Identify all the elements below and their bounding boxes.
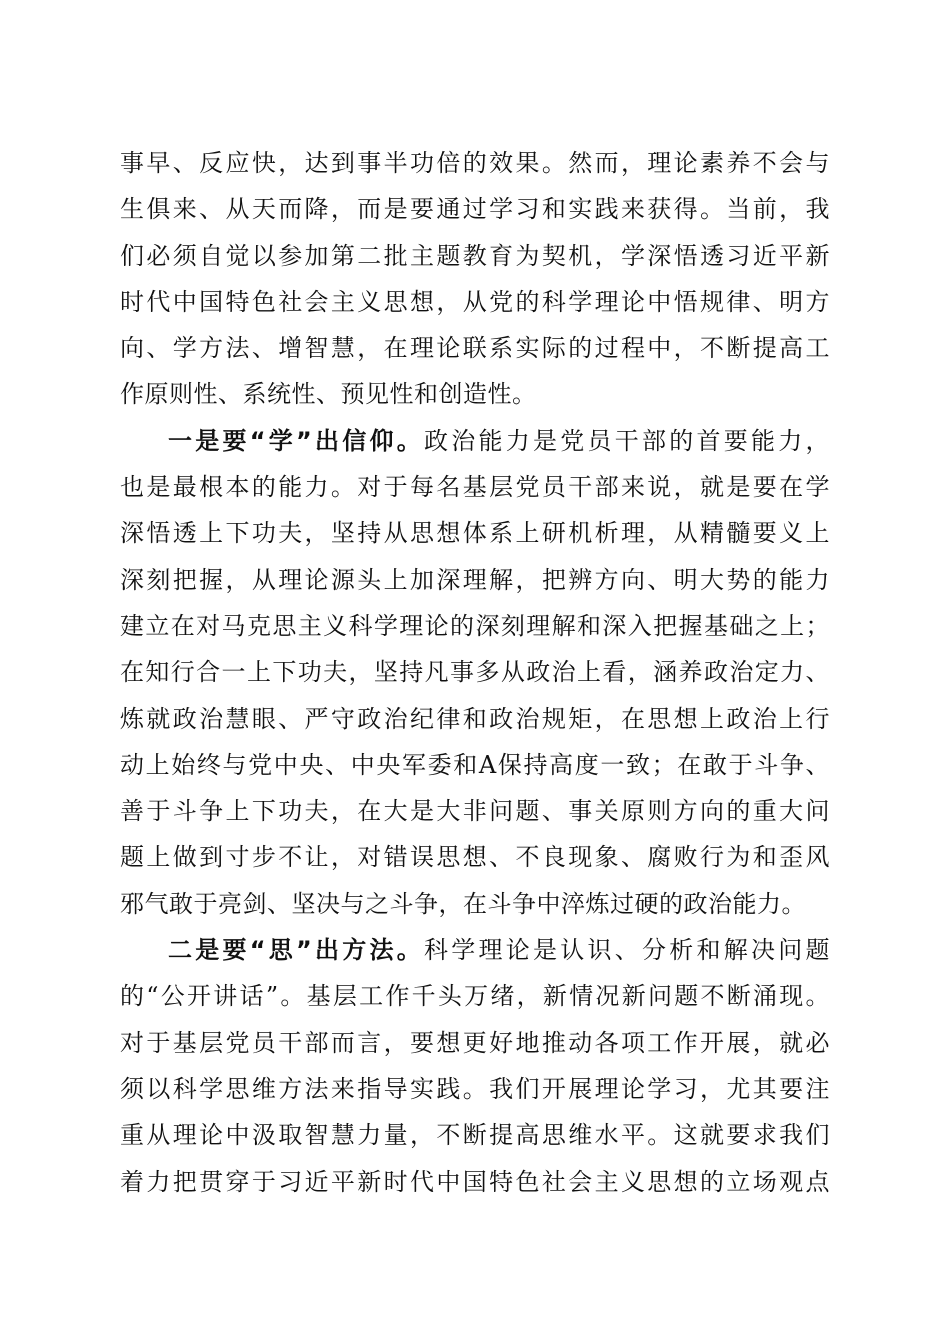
text-line: 深刻把握，从理论源头上加深理解，把辨方向、明大势的能力: [120, 565, 830, 594]
text-line: 邪气敢于亮剑、坚决与之斗争，在斗争中淬炼过硬的政治能力。: [120, 889, 806, 918]
text-line: 深悟透上下功夫，坚持从思想体系上研机析理，从精髓要义上: [120, 519, 830, 548]
text-line: 也是最根本的能力。对于每名基层党员干部来说，就是要在学: [120, 473, 830, 502]
text-line: 的“公开讲话”。基层工作千头万绪，新情况新问题不断涌现。: [120, 982, 830, 1011]
paragraph-first-line: [120, 418, 830, 464]
paragraph-heading: 二是要“思”出方法。: [168, 936, 425, 965]
paragraph-heading: 一是要“学”出信仰。: [168, 426, 425, 455]
text-line: 炼就政治慧眼、严守政治纪律和政治规矩，在思想上政治上行: [120, 704, 830, 733]
text-line: 作原则性、系统性、预见性和创造性。: [120, 380, 537, 409]
paragraph-first-line: [120, 927, 830, 973]
text-line: 重从理论中汲取智慧力量，不断提高思维水平。这就要求我们: [120, 1121, 830, 1150]
text-line: 对于基层党员干部而言，要想更好地推动各项工作开展，就必: [120, 1028, 830, 1057]
text-line: 在知行合一上下功夫，坚持凡事多从政治上看，涵养政治定力、: [120, 658, 830, 687]
text-line: 事早、反应快，达到事半功倍的效果。然而，理论素养不会与: [120, 149, 830, 177]
text-line: 须以科学思维方法来指导实践。我们开展理论学习，尤其要注: [120, 1074, 830, 1103]
text-line: 建立在对马克思主义科学理论的深刻理解和深入把握基础之上；: [120, 611, 830, 640]
text-line: 生俱来、从天而降，而是要通过学习和实践来获得。当前，我: [120, 195, 830, 224]
paragraph-text: 科学理论是认识、分析和解决问题: [424, 936, 831, 965]
text-line: 们必须自觉以参加第二批主题教育为契机，学深悟透习近平新: [120, 241, 830, 270]
text-line: 向、学方法、增智慧，在理论联系实际的过程中，不断提高工: [120, 334, 830, 363]
text-line: 善于斗争上下功夫，在大是大非问题、事关原则方向的重大问: [120, 797, 830, 826]
body-text: [120, 140, 830, 1205]
text-line: 题上做到寸步不让，对错误思想、不良现象、腐败行为和歪风: [120, 843, 830, 872]
text-line: 时代中国特色社会主义思想，从党的科学理论中悟规律、明方: [120, 287, 830, 316]
text-line: 动上始终与党中央、中央军委和A保持高度一致；在敢于斗争、: [120, 750, 830, 779]
paragraph-text: 政治能力是党员干部的首要能力，: [424, 426, 831, 455]
text-line: 着力把贯穿于习近平新时代中国特色社会主义思想的立场观点: [120, 1167, 830, 1196]
